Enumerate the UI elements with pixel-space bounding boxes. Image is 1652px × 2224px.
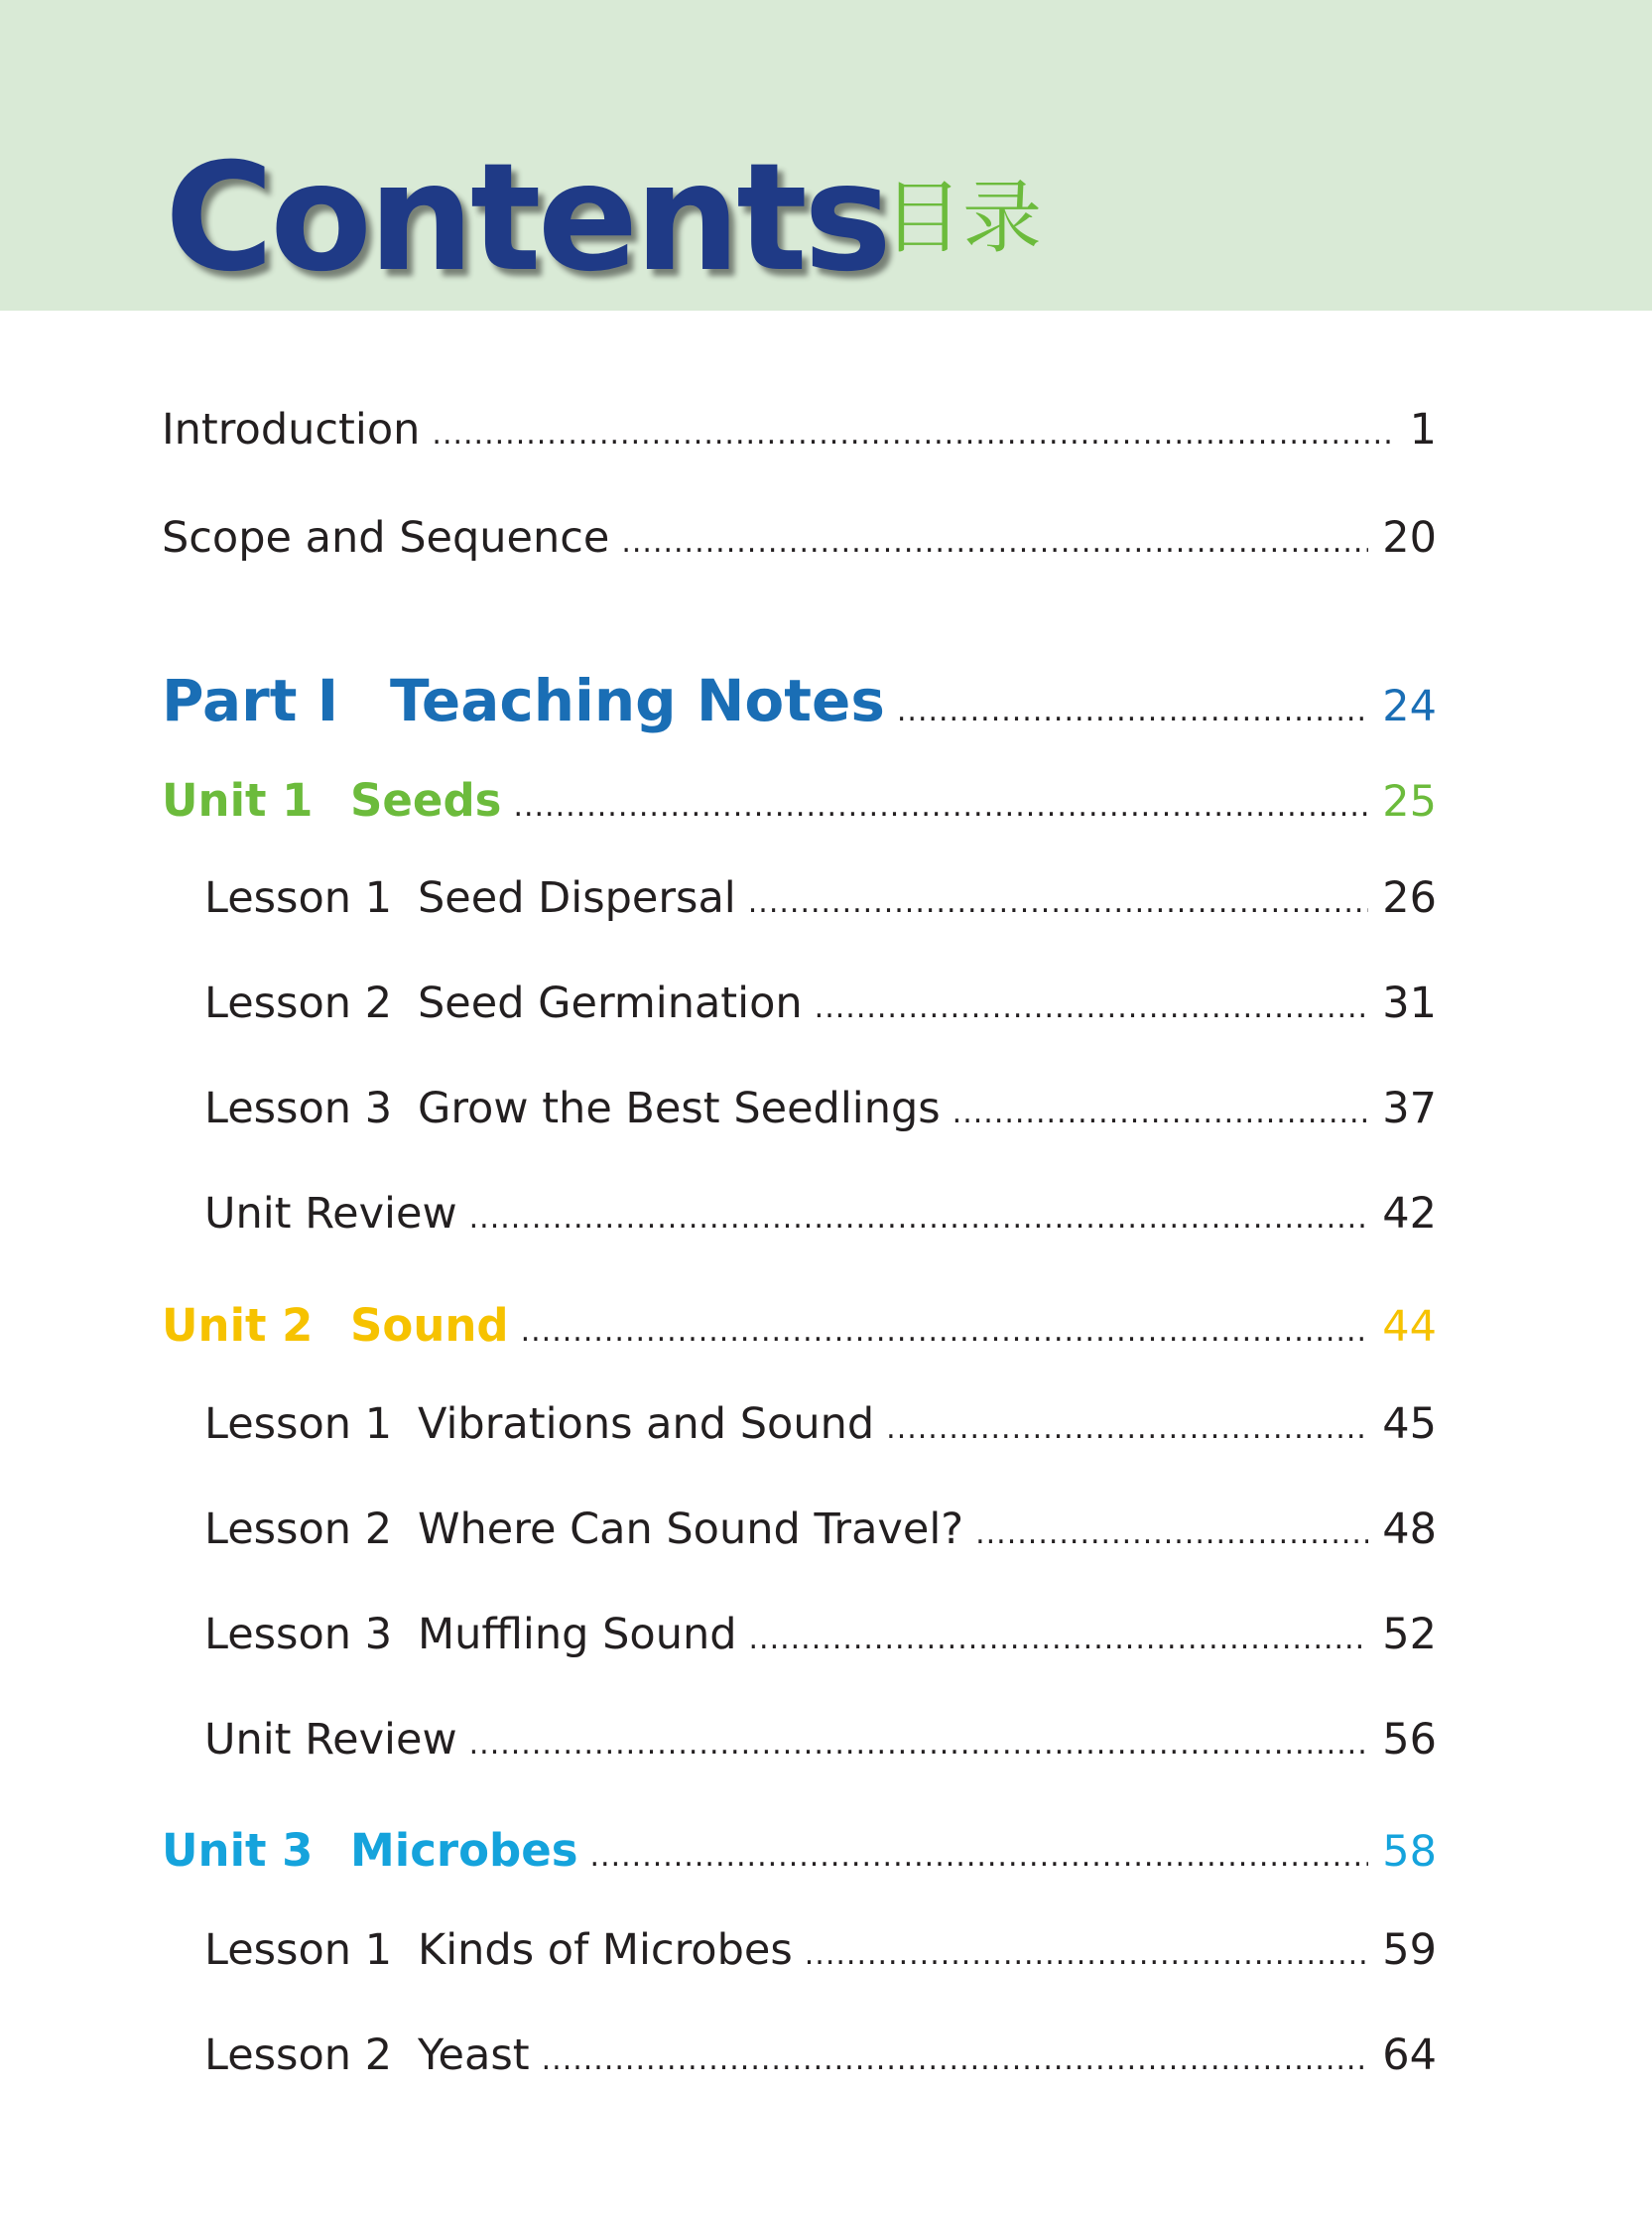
- dot-leader: [815, 990, 1369, 1025]
- lesson-number: Lesson 1: [204, 1925, 393, 1975]
- toc-entry-introduction[interactable]: [162, 405, 1437, 455]
- lesson-title: Yeast: [418, 2030, 530, 2080]
- unit-number: Unit 2: [162, 1299, 314, 1352]
- lesson-title: Seed Germination: [418, 979, 803, 1028]
- toc-page-number: 37: [1382, 1084, 1437, 1133]
- lesson-title: Grow the Best Seedlings: [418, 1084, 941, 1133]
- toc-entry-unit-review[interactable]: [204, 1715, 1437, 1765]
- dot-leader: [805, 1937, 1369, 1972]
- lesson-title: Vibrations and Sound: [418, 1399, 875, 1449]
- toc-page-number: 52: [1382, 1610, 1437, 1659]
- toc-page-number: 64: [1382, 2030, 1437, 2080]
- page-title: Contents: [165, 132, 889, 305]
- toc-entry-part-1[interactable]: [162, 667, 1437, 734]
- dot-leader: [748, 885, 1369, 920]
- toc-entry-lesson[interactable]: [204, 873, 1437, 923]
- unit-title: Microbes: [350, 1824, 578, 1877]
- lesson-number: Lesson 3: [204, 1610, 393, 1659]
- dot-leader: [953, 1096, 1369, 1130]
- toc-entry-unit-1[interactable]: [162, 774, 1437, 827]
- toc-page-number: 26: [1382, 873, 1437, 923]
- dot-leader: [975, 1516, 1368, 1551]
- toc-page-number: 24: [1382, 682, 1437, 731]
- unit-title: Seeds: [350, 774, 502, 827]
- dot-leader: [749, 1622, 1369, 1656]
- unit-title: Sound: [350, 1299, 509, 1352]
- part-number: Part I: [162, 667, 339, 734]
- toc-page-number: 59: [1382, 1925, 1437, 1975]
- toc-page-number: 56: [1382, 1715, 1437, 1765]
- lesson-number: Lesson 2: [204, 2030, 393, 2080]
- dot-leader: [621, 525, 1368, 560]
- part-title: Teaching Notes: [390, 667, 885, 734]
- toc-entry-unit-review[interactable]: [204, 1189, 1437, 1239]
- lesson-title: Muffling Sound: [418, 1610, 737, 1659]
- lesson-title: Kinds of Microbes: [418, 1925, 793, 1975]
- dot-leader: [521, 1314, 1369, 1349]
- toc-entry-label: Introduction: [162, 405, 421, 455]
- toc-entry-lesson[interactable]: [204, 1504, 1437, 1554]
- toc-page-number: 20: [1382, 513, 1437, 563]
- unit-number: Unit 1: [162, 774, 314, 827]
- toc-page-number: 58: [1382, 1827, 1437, 1877]
- lesson-number: Lesson 3: [204, 1084, 393, 1133]
- toc-page-number: 42: [1382, 1189, 1437, 1239]
- lesson-title: Seed Dispersal: [418, 873, 736, 923]
- toc-entry-lesson[interactable]: [204, 1610, 1437, 1659]
- dot-leader: [469, 1201, 1369, 1236]
- toc-page-number: 31: [1382, 979, 1437, 1028]
- lesson-title: Where Can Sound Travel?: [418, 1504, 964, 1554]
- dot-leader: [590, 1839, 1369, 1874]
- unit-review-label: Unit Review: [204, 1715, 457, 1765]
- dot-leader: [897, 694, 1368, 728]
- toc-entry-lesson[interactable]: [204, 2030, 1437, 2080]
- unit-number: Unit 3: [162, 1824, 314, 1877]
- lesson-number: Lesson 2: [204, 979, 393, 1028]
- dot-leader: [432, 417, 1395, 452]
- dot-leader: [513, 789, 1368, 824]
- toc-page-number: 44: [1382, 1302, 1437, 1352]
- toc-entry-unit-3[interactable]: [162, 1824, 1437, 1877]
- toc-entry-lesson[interactable]: [204, 1399, 1437, 1449]
- dot-leader: [542, 2042, 1369, 2077]
- toc-page-number: 45: [1382, 1399, 1437, 1449]
- toc-entry-lesson[interactable]: [204, 1925, 1437, 1975]
- toc-entry-lesson[interactable]: [204, 1084, 1437, 1133]
- lesson-number: Lesson 1: [204, 1399, 393, 1449]
- toc-page-number: 25: [1382, 777, 1437, 827]
- toc-page-number: 48: [1382, 1504, 1437, 1554]
- toc-entry-unit-2[interactable]: [162, 1299, 1437, 1352]
- unit-review-label: Unit Review: [204, 1189, 457, 1239]
- dot-leader: [886, 1411, 1368, 1446]
- lesson-number: Lesson 1: [204, 873, 393, 923]
- lesson-number: Lesson 2: [204, 1504, 393, 1554]
- toc-entry-lesson[interactable]: [204, 979, 1437, 1028]
- toc-page-number: 1: [1409, 405, 1437, 455]
- toc-entry-scope-and-sequence[interactable]: [162, 513, 1437, 563]
- toc-entry-label: Scope and Sequence: [162, 513, 610, 563]
- dot-leader: [469, 1727, 1369, 1762]
- page-title-chinese: 目录: [883, 172, 1042, 264]
